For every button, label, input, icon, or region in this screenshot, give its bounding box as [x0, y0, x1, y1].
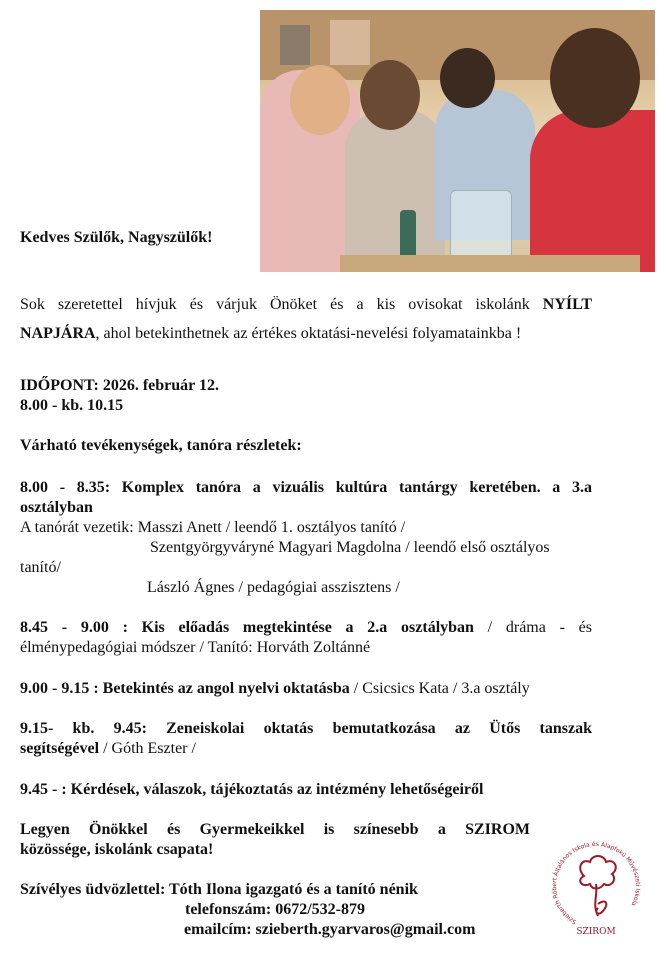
activity-item-5: 9.45 - : Kérdések, válaszok, tájékoztatás az intézmény lehetőségeiről — [20, 781, 484, 798]
svg-text:Szieberth Róbert Általános Isk: Szieberth Róbert Általános Iskola és Alapfokú Művészeti Iskola — [551, 840, 642, 926]
logo-name: SZIROM — [576, 927, 616, 937]
intro-line2: NAPJÁRA, ahol betekinthetnek az értékes oktatási-nevelési folyamatainkba ! — [20, 325, 522, 342]
activities-heading: Várható tevékenységek, tanóra részletek: — [20, 437, 302, 454]
date: IDŐPONT: 2026. február 12. 8.00 - kb. 10.15 — [20, 377, 219, 414]
greeting: Kedves Szülők, Nagyszülők! — [20, 229, 213, 246]
email-text: emailcím: szieberth.gyarvaros@gmail.com — [184, 921, 476, 938]
school-logo — [548, 838, 644, 938]
activity-item-4: 9.15- kb. 9.45: Zeneiskolai oktatás bemutatkozása az Ütős tanszak segítségével / Góth Eszter / — [20, 720, 592, 757]
activity-item-1: 8.00 - 8.35: Komplex tanóra a vizuális kultúra tantárgy keretében. a 3.a osztályban A tanórát vezetik: Masszi Anett / leendő 1. osztályos tanító / Szentgyörgyváryné Magyari Magdolna / leendő első osztályos tanító/ László Ágnes / pedagógiai asszisztens / — [20, 479, 592, 596]
intro-line1: Sok szeretettel hívjuk és várjuk Önöket és a kis ovisokat iskolánk NYÍLT — [20, 296, 592, 313]
activity-item-2: 8.45 - 9.00 : Kis előadás megtekintése a 2.a osztályban / dráma - és élménypedagógiai módszer / Tanító: Horváth Zoltánné — [20, 619, 593, 656]
activity-item-3: 9.00 - 9.15 : Betekintés az angol nyelvi oktatásba / Csicsics Kata / 3.a osztály — [20, 680, 530, 697]
closing: Legyen Önökkel és Gyermekeikkel is színesebb a SZIROM közössége, iskolánk csapata! — [20, 821, 530, 858]
signature: Szívélyes üdvözlettel: Tóth Ilona igazgató és a tanító nénik telefonszám: 0672/532-879 emailcím: szieberth.gyarvaros@gmail.com — [20, 880, 592, 940]
